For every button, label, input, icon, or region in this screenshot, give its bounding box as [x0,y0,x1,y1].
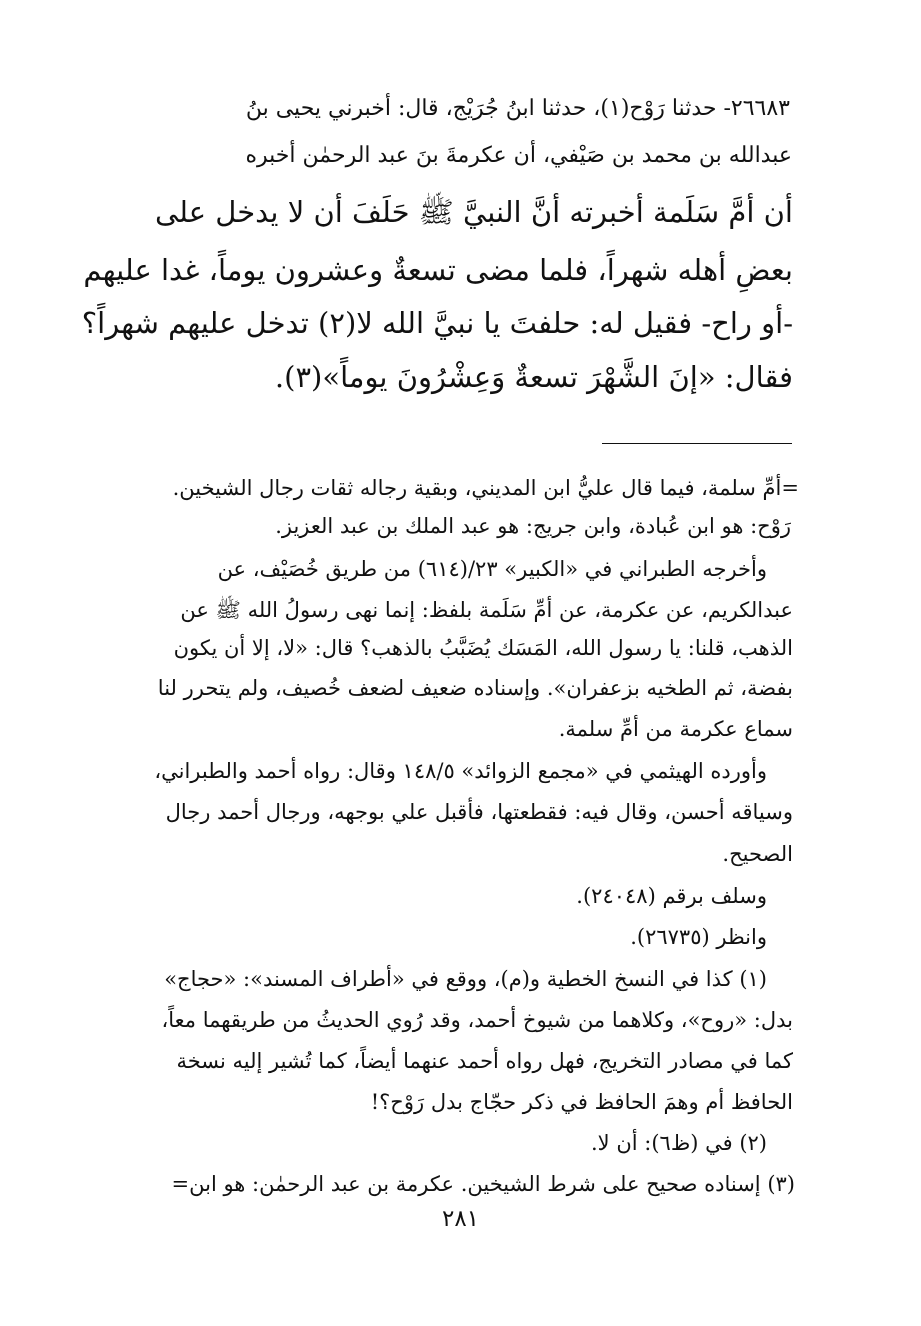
footnote-line: وأخرجه الطبراني في «الكبير» ٢٣/(٦١٤) من طريق خُصَيْف، عن [217,557,767,581]
footnote-divider [602,443,792,444]
matn-line-1: أن أمَّ سَلَمة أخبرته أنَّ النبيَّ ﷺ حَلَفَ أن لا يدخل على [155,195,793,229]
footnote-line: سماع عكرمة من أمِّ سلمة. [558,717,793,741]
footnote-1-line: الحافظ أم وهمَ الحافظ في ذكر حجّاج بدل رَوْح؟! [370,1090,793,1114]
isnad-line-2: عبدالله بن محمد بن صَيْفي، أن عكرمةَ بنَ عبد الرحمٰن أخبره [245,143,792,168]
footnote-3: (٣) إسناده صحيح على شرط الشيخين. عكرمة بن عبد الرحمٰن: هو ابن= [171,1172,795,1196]
footnote-line: رَوْح: هو ابن عُبادة، وابن جريج: هو عبد الملك بن عبد العزيز. [275,514,791,538]
footnote-line: الصحيح. [722,842,793,866]
footnote-2: (٢) في (ظ٦): أن لا. [591,1131,767,1155]
matn-line-4: فقال: «إنَ الشَّهْرَ تسعةٌ وَعِشْرُونَ يوماً»(٣). [274,360,793,394]
footnote-line: وأورده الهيثمي في «مجمع الزوائد» ١٤٨/٥ وقال: رواه أحمد والطبراني، [154,759,767,783]
page-number: ٢٨١ [441,1206,480,1232]
footnote-line: =أمِّ سلمة، فيما قال عليُّ ابن المديني، وبقية رجاله ثقات رجال الشيخين. [172,476,799,500]
matn-line-3: -أو راح- فقيل له: حلفتَ يا نبيَّ الله لا(٢) تدخل عليهم شهراً؟ [81,306,793,340]
footnote-line: الذهب، قلنا: يا رسول الله، المَسَك يُضَبَّبُ بالذهب؟ قال: «لا، إلا أن يكون [173,636,793,660]
footnote-line: وسياقه أحسن، وقال فيه: فقطعتها، فأقبل علي بوجهه، ورجال أحمد رجال [165,800,793,824]
footnote-line: وانظر (٢٦٧٣٥). [630,925,767,949]
footnote-1-line: بدل: «روح»، وكلاهما من شيوخ أحمد، وقد رُوي الحديثُ من طريقهما معاً، [161,1008,793,1032]
footnote-line: بفضة، ثم الطخيه بزعفران». وإسناده ضعيف لضعف خُصيف، ولم يتحرر لنا [157,676,793,700]
footnote-1-line: (١) كذا في النسخ الخطية و(م)، ووقع في «أطراف المسند»: «حجاج» [164,967,767,991]
footnote-line: عبدالكريم، عن عكرمة، عن أمِّ سَلَمة بلفظ: إنما نهى رسولُ الله ﷺ عن [180,598,793,622]
footnote-1-line: كما في مصادر التخريج، فهل رواه أحمد عنهما أيضاً، كما تُشير إليه نسخة [176,1049,793,1073]
isnad-line-1: ٢٦٦٨٣- حدثنا رَوْح(١)، حدثنا ابنُ جُرَيْج، قال: أخبرني يحيى بنُ [245,96,790,121]
footnote-line: وسلف برقم (٢٤٠٤٨). [576,884,767,908]
matn-line-2: بعضِ أهله شهراً، فلما مضى تسعةٌ وعشرون يوماً، غدا عليهم [83,253,793,287]
